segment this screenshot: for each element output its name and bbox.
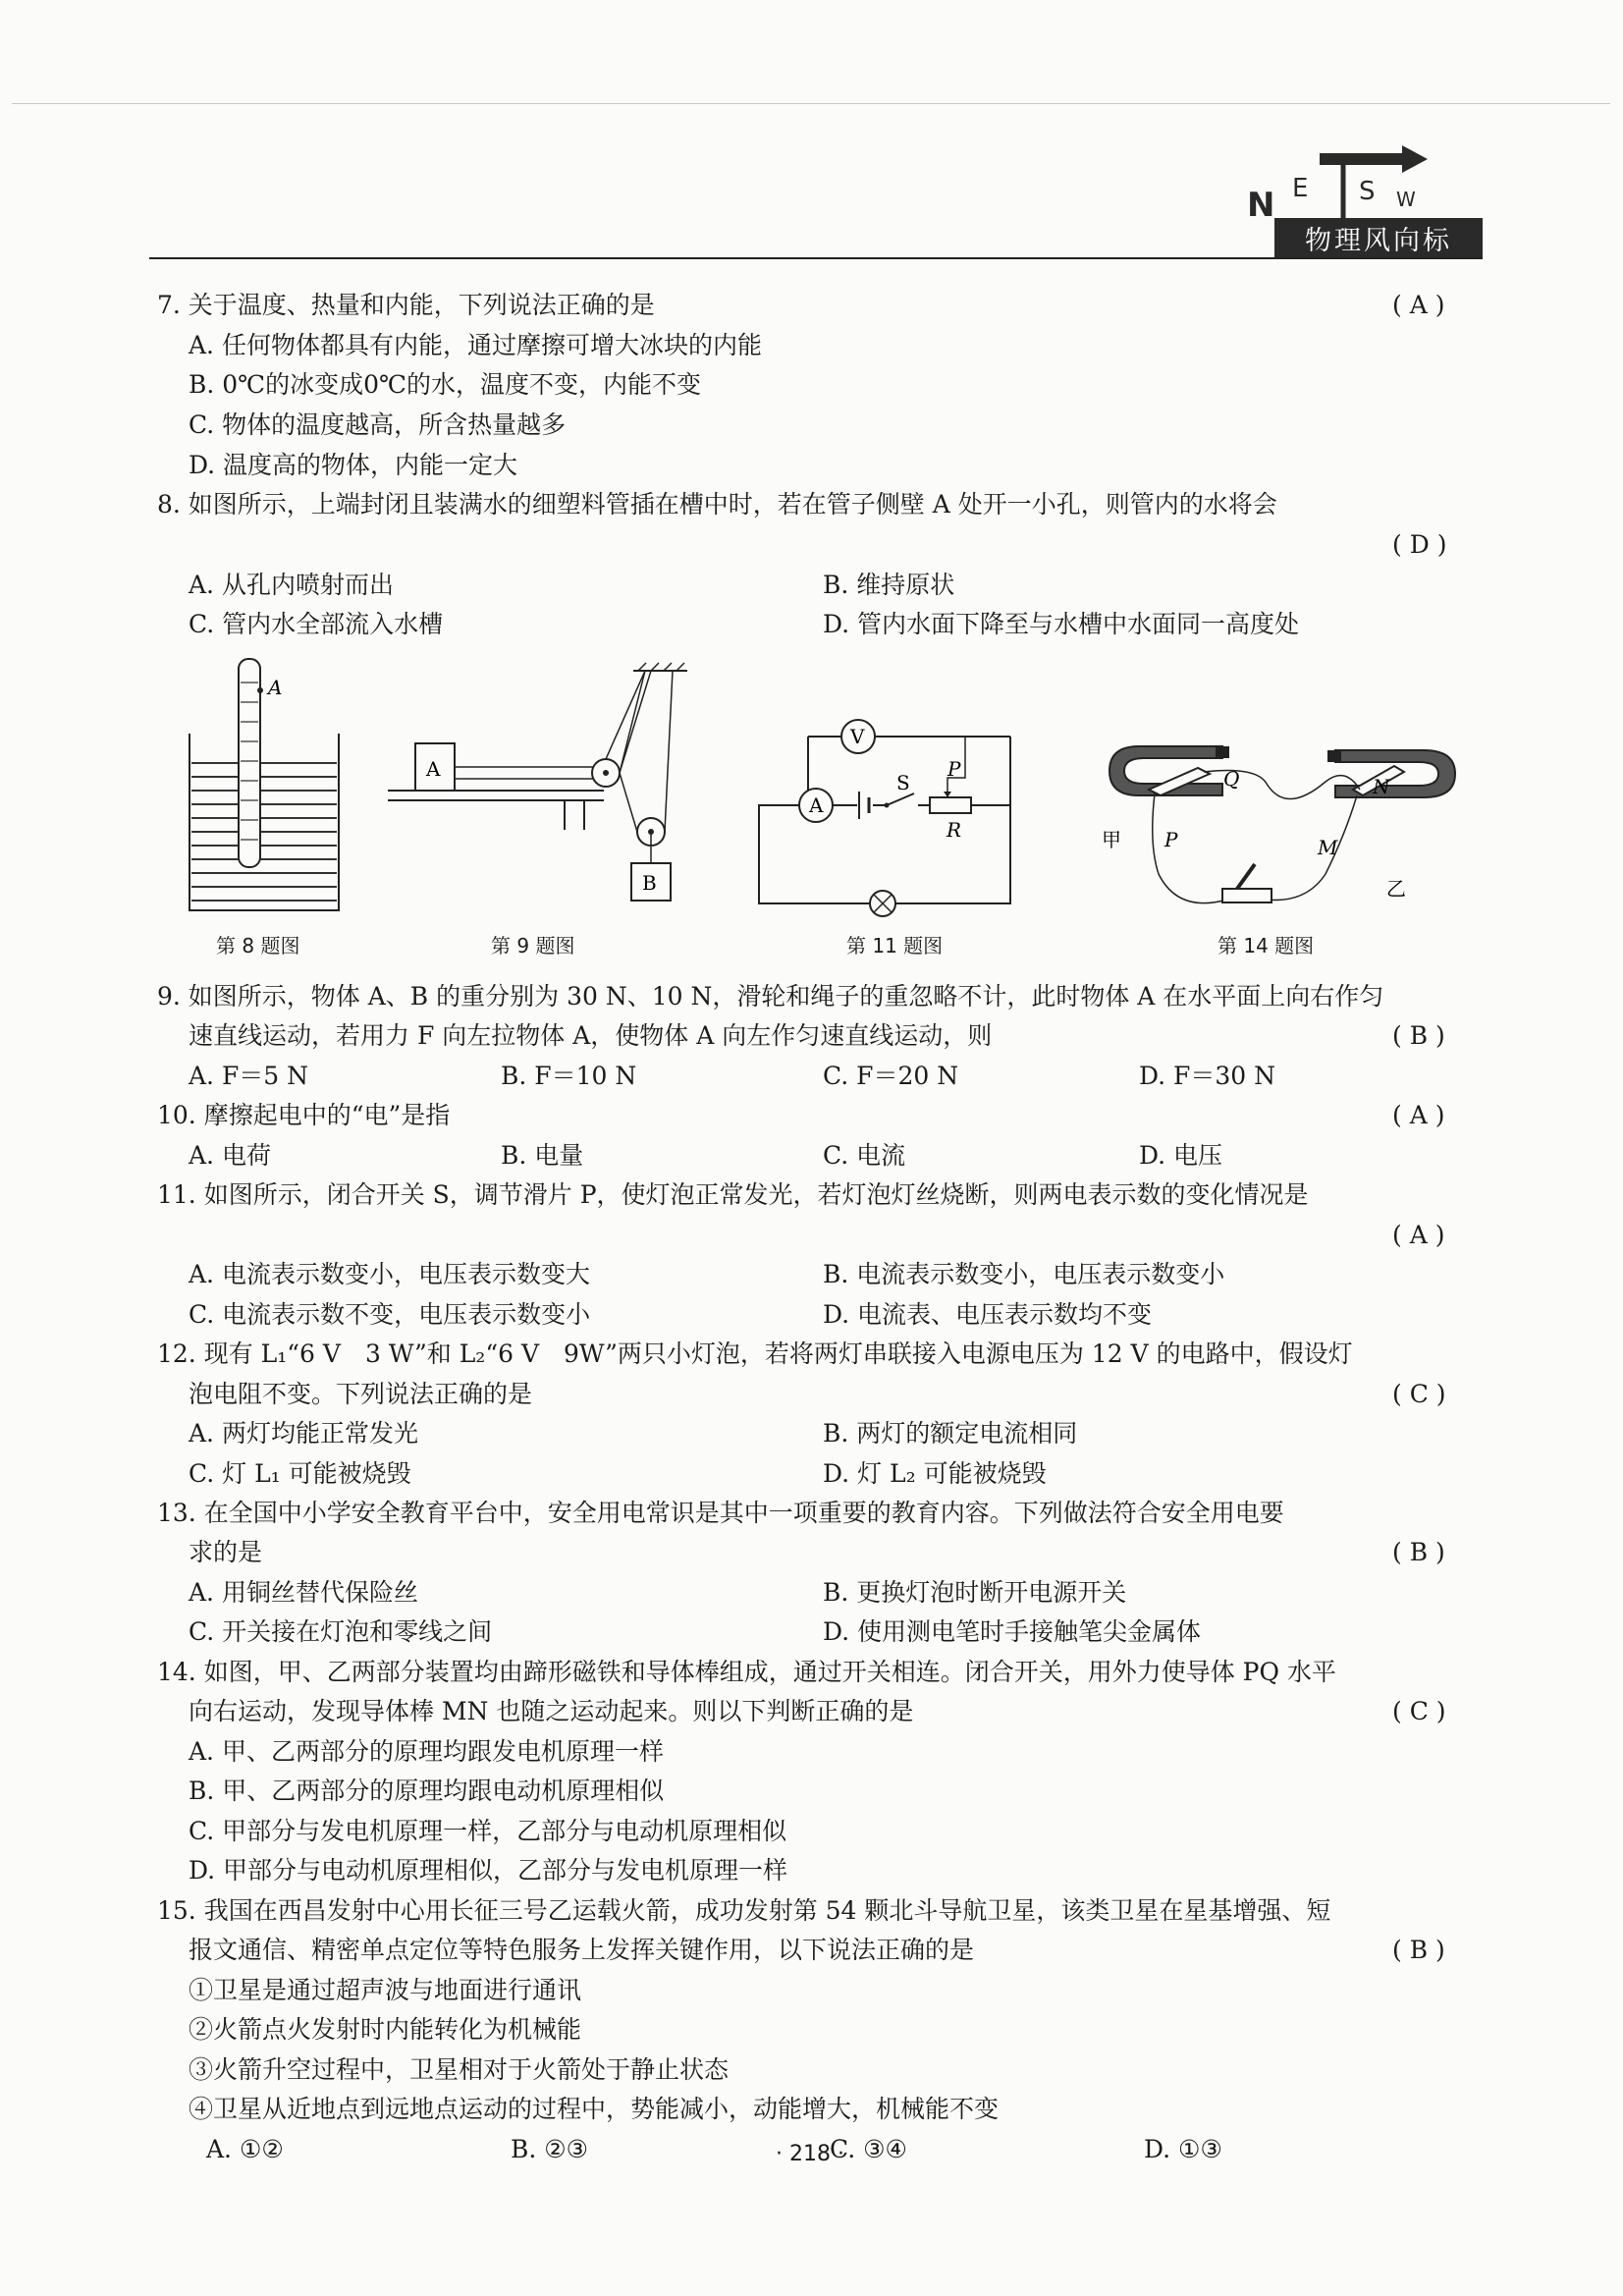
fig8-tube-in-tank	[182, 653, 349, 918]
q8-stem: 8. 如图所示，上端封闭且装满水的细塑料管插在槽中时，若在管子侧壁 A 处开一小孔，则管内的水将会	[157, 490, 1277, 519]
fig11-label-a: A	[809, 793, 824, 817]
q13-option-c: C. 开关接在灯泡和零线之间	[189, 1617, 493, 1646]
fig9-caption: 第 9 题图	[491, 934, 575, 957]
fig9-pulley-system	[388, 663, 682, 918]
q9-answer: ( B )	[1392, 1021, 1445, 1050]
q14-option-b: B. 甲、乙两部分的原理均跟电动机原理相似	[189, 1777, 665, 1805]
q9-option-d: D. F＝30 N	[1139, 1062, 1276, 1090]
q8-option-c: C. 管内水全部流入水槽	[189, 610, 444, 638]
q14-answer: ( C )	[1392, 1697, 1446, 1725]
compass-s: S	[1359, 177, 1376, 206]
q7-option-c: C. 物体的温度越高，所含热量越多	[189, 410, 567, 439]
q12-option-d: D. 灯 L₂ 可能被烧毁	[823, 1459, 1047, 1488]
fig14-label-n: N	[1373, 775, 1390, 798]
q15-statement-4: ④卫星从近地点到远地点运动的过程中，势能减小，动能增大，机械能不变	[189, 2095, 1000, 2123]
fig14-label-jia: 甲	[1102, 828, 1121, 851]
q14-option-c: C. 甲部分与发电机原理一样，乙部分与电动机原理相似	[189, 1817, 787, 1845]
q8-option-b: B. 维持原状	[823, 571, 955, 599]
fig11-caption: 第 11 题图	[846, 934, 944, 957]
q11-option-d: D. 电流表、电压表示数均不变	[823, 1300, 1153, 1329]
q7-option-a: A. 任何物体都具有内能，通过摩擦可增大冰块的内能	[189, 331, 762, 359]
q13-option-d: D. 使用测电笔时手接触笔尖金属体	[823, 1617, 1202, 1646]
fig14-label-q: Q	[1223, 767, 1240, 791]
compass-n: N	[1247, 186, 1275, 225]
fig14-label-p: P	[1164, 828, 1178, 851]
q15-statement-3: ③火箭升空过程中，卫星相对于火箭处于静止状态	[189, 2055, 730, 2084]
q10-answer: ( A )	[1392, 1101, 1445, 1129]
q8-option-d: D. 管内水面下降至与水槽中水面同一高度处	[823, 610, 1300, 638]
q7-option-d: D. 温度高的物体，内能一定大	[189, 451, 518, 479]
q14-option-d: D. 甲部分与电动机原理相似，乙部分与发电机原理一样	[189, 1856, 788, 1885]
fig14-magnets-conductors	[1100, 727, 1473, 923]
q14-option-a: A. 甲、乙两部分的原理均跟发电机原理一样	[189, 1737, 664, 1766]
page-number: · 218 ·	[776, 2142, 844, 2166]
q8-answer: ( D )	[1392, 530, 1447, 559]
q7-stem: 7. 关于温度、热量和内能，下列说法正确的是	[157, 291, 655, 319]
q15-stem-line1: 15. 我国在西昌发射中心用长征三号乙运载火箭，成功发射第 54 颗北斗导航卫星，该类卫星在星基增强、短	[157, 1896, 1331, 1925]
fig14-label-yi: 乙	[1386, 877, 1406, 901]
q15-stem-line2: 报文通信、精密单点定位等特色服务上发挥关键作用，以下说法正确的是	[189, 1936, 975, 1964]
q15-option-a: A. ①②	[206, 2135, 284, 2163]
fig9-label-a: A	[426, 757, 441, 781]
fig9-label-b: B	[642, 871, 657, 895]
q13-option-a: A. 用铜丝替代保险丝	[189, 1578, 418, 1607]
q13-stem-line1: 13. 在全国中小学安全教育平台中，安全用电常识是其中一项重要的教育内容。下列做法符合安全用电要	[157, 1499, 1284, 1527]
q11-option-c: C. 电流表示数不变，电压表示数变小	[189, 1300, 591, 1329]
q15-option-b: B. ②③	[511, 2135, 589, 2163]
q12-answer: ( C )	[1392, 1380, 1446, 1408]
fig14-caption: 第 14 题图	[1217, 934, 1315, 957]
q12-stem-line1: 12. 现有 L₁“6 V 3 W”和 L₂“6 V 9W”两只小灯泡，若将两灯串联接入电源电压为 12 V 的电路中，假设灯	[157, 1339, 1353, 1368]
q10-option-b: B. 电量	[501, 1141, 584, 1170]
q13-option-b: B. 更换灯泡时断开电源开关	[823, 1578, 1127, 1607]
q15-option-c: C. ③④	[830, 2135, 907, 2163]
fig11-circuit	[751, 717, 1026, 913]
fig8-caption: 第 8 题图	[216, 934, 300, 957]
q8-option-a: A. 从孔内喷射而出	[189, 571, 394, 599]
q7-option-b: B. 0℃的冰变成0℃的水，温度不变，内能不变	[189, 370, 702, 399]
q13-answer: ( B )	[1392, 1538, 1445, 1566]
fig14-label-m: M	[1318, 836, 1338, 859]
q12-option-b: B. 两灯的额定电流相同	[823, 1419, 1078, 1448]
q12-option-a: A. 两灯均能正常发光	[189, 1419, 418, 1448]
fig11-label-v: V	[850, 725, 865, 748]
q9-stem-line1: 9. 如图所示，物体 A、B 的重分别为 30 N、10 N，滑轮和绳子的重忽略不计，此时物体 A 在水平面上向右作匀	[157, 982, 1384, 1011]
q10-option-c: C. 电流	[823, 1141, 906, 1170]
q12-stem-line2: 泡电阻不变。下列说法正确的是	[189, 1380, 533, 1408]
q15-statement-1: ①卫星是通过超声波与地面进行通讯	[189, 1976, 582, 2004]
q14-stem-line1: 14. 如图，甲、乙两部分装置均由蹄形磁铁和导体棒组成，通过开关相连。闭合开关，用外力使导体 PQ 水平	[157, 1658, 1336, 1686]
brand-title: 物理风向标	[1274, 218, 1483, 257]
fig8-label-a: A	[268, 676, 283, 699]
fig11-label-p: P	[947, 757, 961, 781]
q7-answer: ( A )	[1392, 291, 1445, 319]
q12-option-c: C. 灯 L₁ 可能被烧毁	[189, 1459, 411, 1488]
q14-stem-line2: 向右运动，发现导体棒 MN 也随之运动起来。则以下判断正确的是	[189, 1697, 914, 1725]
q9-option-c: C. F＝20 N	[823, 1062, 959, 1090]
q11-option-a: A. 电流表示数变小，电压表示数变大	[189, 1260, 590, 1288]
q11-option-b: B. 电流表示数变小，电压表示数变小	[823, 1260, 1225, 1288]
q9-option-b: B. F＝10 N	[501, 1062, 637, 1090]
q10-stem: 10. 摩擦起电中的“电”是指	[157, 1101, 451, 1129]
compass-e: E	[1292, 174, 1309, 203]
q11-answer: ( A )	[1392, 1221, 1445, 1249]
q10-option-d: D. 电压	[1139, 1141, 1223, 1170]
q15-answer: ( B )	[1392, 1936, 1445, 1964]
header-rule	[149, 257, 1483, 259]
q11-stem: 11. 如图所示，闭合开关 S，调节滑片 P，使灯泡正常发光，若灯泡灯丝烧断，则两电表示数的变化情况是	[157, 1180, 1309, 1209]
compass-w: W	[1396, 188, 1416, 211]
q9-option-a: A. F＝5 N	[189, 1062, 309, 1090]
fig11-label-s: S	[896, 771, 910, 794]
q9-stem-line2: 速直线运动，若用力 F 向左拉物体 A，使物体 A 向左作匀速直线运动，则	[189, 1021, 993, 1050]
fig11-label-r: R	[947, 818, 962, 842]
q10-option-a: A. 电荷	[189, 1141, 271, 1170]
q15-option-d: D. ①③	[1144, 2135, 1222, 2163]
q13-stem-line2: 求的是	[189, 1538, 263, 1566]
q15-statement-2: ②火箭点火发射时内能转化为机械能	[189, 2015, 582, 2044]
